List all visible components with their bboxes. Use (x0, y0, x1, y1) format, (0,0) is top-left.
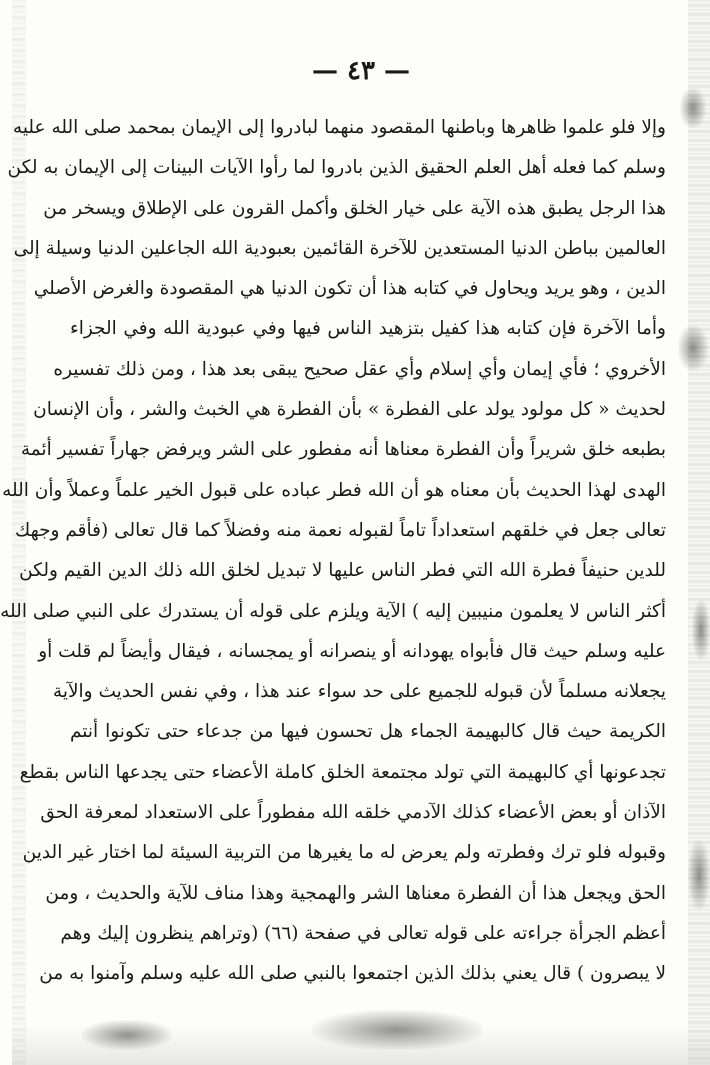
scan-smudge (678, 325, 708, 371)
text-line: عليه وسلم حيث قال فأبواه يهودانه أو ينصرانه أو يمجسانه ، فيقال وأيضاً لم قلت أو (38, 640, 666, 662)
text-line: أكثر الناس لا يعلمون منيبين إليه ) الآية ويلزم على قوله أن يستدرك على النبي صلى الله (0, 600, 666, 622)
text-line: بطبعه خلق شريراً وأن الفطرة معناها أنه مفطور على الشر ويرفض جهاراً تفسير أئمة (20, 439, 666, 461)
body-text (0, 108, 666, 995)
text-line: الحق ويجعل هذا أن الفطرة معناها الشر والهمجية وهذا مناف للآية والحديث ، ومن (45, 882, 666, 904)
scan-smudge (692, 600, 710, 660)
text-line: لا يبصرون ) قال يعني بذلك الذين اجتمعوا بالنبي صلى الله عليه وسلم وآمنوا به من (39, 963, 666, 985)
text-line: الكريمة حيث قال كالبهيمة الجماء هل تحسون فيها من جدعاء حتى تكونوا أنتم (70, 721, 666, 743)
text-line: وقبوله فلو ترك وفطرته ولم يعرض له ما يغيرها من التربية السيئة لما اختار غير الدين (22, 842, 666, 864)
text-line: الآذان أو بعض الأعضاء كذلك الآدمي خلقه الله مفطوراً على الاستعداد لمعرفة الحق (40, 802, 666, 824)
text-line: وسلم كما فعله أهل العلم الحقيق الذين بادروا لما رأوا الآيات البينات إلى الإيمان به لكن (7, 157, 666, 179)
text-line: لحديث « كل مولود يولد على الفطرة » بأن الفطرة هي الخبث والشر ، وأن الإنسان (33, 399, 666, 421)
scan-smudge (688, 840, 710, 910)
text-line: أعظم الجرأة جراءته على قوله تعالى في صفحة (٦٦) (وتراهم ينظرون إليك وهم (60, 922, 666, 944)
text-line: وإلا فلو علموا ظاهرها وباطنها المقصود منهما لبادروا إلى الإيمان بمحمد صلى الله عليه (12, 117, 666, 138)
text-line: وأما الآخرة فإن كتابه هذا كفيل بتزهيد الناس فيها وفي عبودية الله وفي الجزاء (70, 318, 666, 340)
text-line: للدين حنيفاً فطرة الله التي فطر الناس عليها لا تبديل لخلق الله ذلك الدين القيم ولكن (19, 560, 666, 582)
page-number: — ٤٣ — (311, 56, 411, 86)
text-line: الأخروي ؛ فأي إيمان وأي إسلام وأي عقل صحيح يبقى بعد هذا ، ومن ذلك تفسيره (53, 358, 666, 380)
text-line: الدين ، وهو يريد ويحاول في كتابه هذا أن تكون الدنيا هي المقصودة والغرض الأصلي (33, 278, 666, 300)
text-line: تجدعونها أي كالبهيمة التي تولد مجتمعة الخلق كاملة الأعضاء حتى يجدعها الناس بقطع (19, 761, 666, 783)
scan-smudge (680, 88, 706, 128)
text-line: العالمين بباطن الدنيا المستعدين للآخرة القائمين بعبودية الله الجاعلين الدنيا وسيلة إلى (13, 237, 666, 259)
text-line: تعالى جعل في خلقهم استعداداً تاماً لقبوله نعمة منه وفضلاً كما قال تعالى (فأقم وجهك (14, 519, 666, 541)
scan-smudge (312, 1010, 482, 1050)
text-line: الهدى لهذا الحديث بأن معناه هو أن الله فطر عباده على قبول الخير علماً وعملاً وأن الله (2, 479, 666, 501)
text-line: يجعلانه مسلماً لأن قبوله للجميع على حد سواء عند هذا ، وفي نفس الحديث والآية (52, 681, 666, 703)
text-line: هذا الرجل يطبق هذه الآية على خيار الخلق وأكمل القرون على الإطلاق ويسخر من (43, 197, 666, 219)
scan-smudge (82, 1020, 172, 1050)
